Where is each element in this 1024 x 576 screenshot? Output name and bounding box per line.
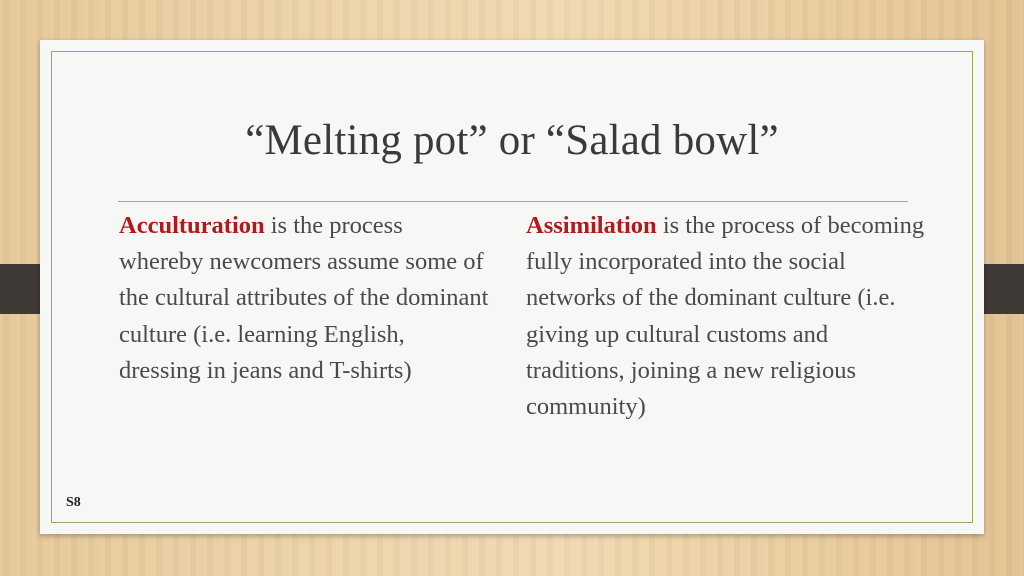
- slide-card: [40, 40, 984, 534]
- acculturation-column: [119, 208, 489, 389]
- assimilation-definition: is the process of becoming fully incorporated into the social networks of the dominant culture (i.e. giving up cultural customs and traditions, joining a new religious community): [526, 212, 925, 421]
- assimilation-column: [526, 208, 926, 425]
- slide-number: S8: [66, 495, 81, 510]
- title-divider: [118, 201, 908, 202]
- assimilation-term: Assimilation: [526, 212, 657, 239]
- acculturation-term: Acculturation: [119, 212, 265, 239]
- acculturation-definition: is the process whereby newcomers assume some of the cultural attributes of the dominant culture (i.e. learning English, dressing in jeans and T-shirts): [119, 212, 489, 384]
- slide-title: “Melting pot” or “Salad bowl”: [245, 117, 779, 164]
